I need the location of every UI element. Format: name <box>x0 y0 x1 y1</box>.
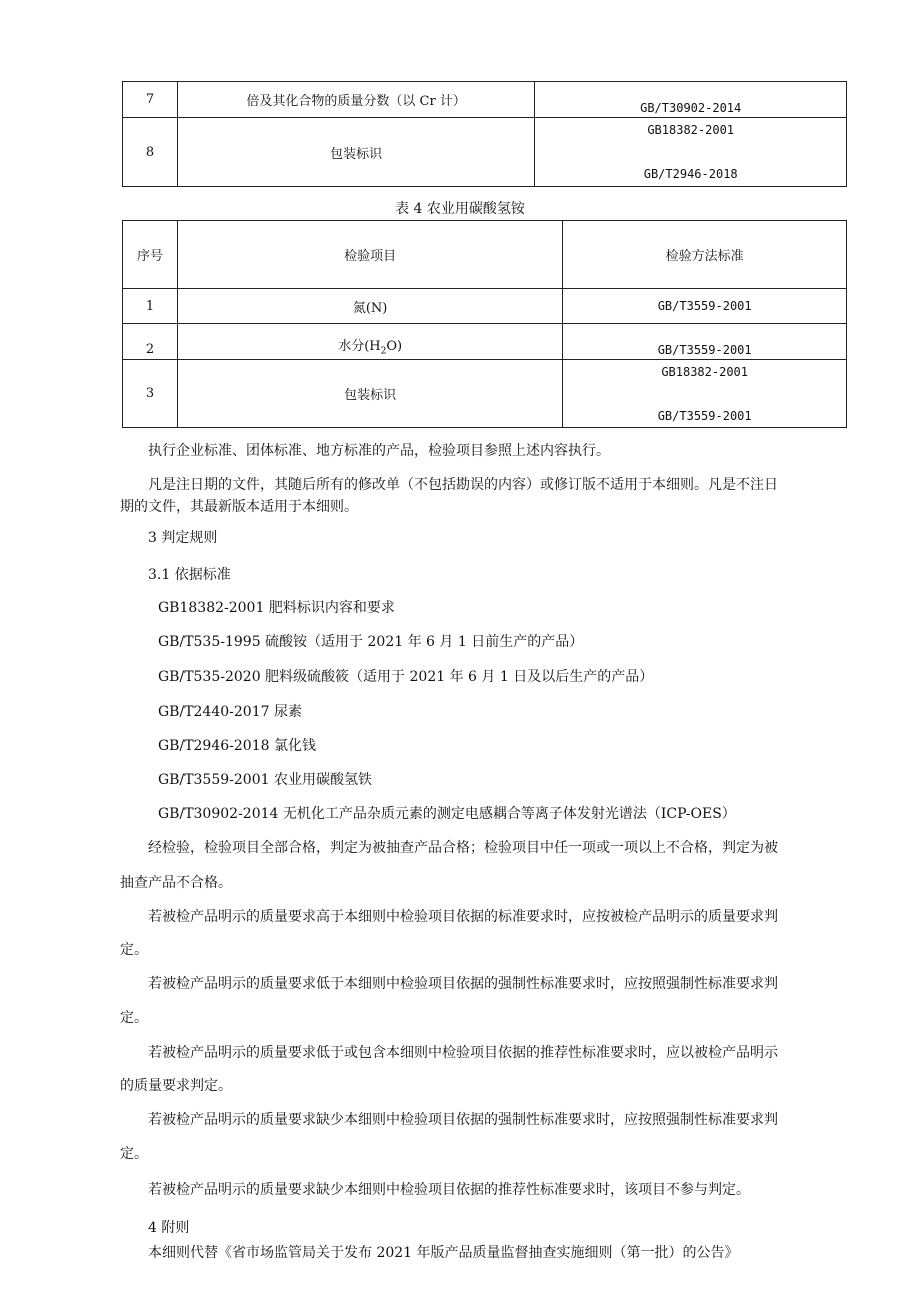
inspection-item: 氮(N) <box>177 289 562 324</box>
paragraph: 定。 <box>120 1010 148 1026</box>
header-number: 序号 <box>123 221 178 289</box>
table-4 <box>122 220 847 428</box>
section-heading: 3 判定规则 <box>148 530 218 546</box>
subscript: 2 <box>380 347 387 357</box>
standard-reference: GB/T30902-2014 无机化工产品杂质元素的测定电感耦合等离子体发射光谱法（ICP-OES） <box>158 806 736 822</box>
standard-reference: GB/T2946-2018 氯化钱 <box>158 738 316 754</box>
item-text: 水分(H <box>338 339 381 355</box>
table-row <box>123 82 847 118</box>
paragraph: 本细则代替《省市场监管局关于发布 2021 年版产品质量监督抽查实施细则（第一批）的公告》 <box>148 1245 739 1261</box>
method-standard: GB/T3559-2001 <box>563 289 847 324</box>
paragraph: 抽查产品不合格。 <box>120 875 232 891</box>
row-number: 7 <box>123 82 178 118</box>
inspection-item: 倍及其化合物的质量分数（以 Cr 计） <box>177 82 534 118</box>
table-header-row <box>123 221 847 289</box>
method-standard: GB18382-2001 <box>661 364 749 379</box>
table-row <box>123 118 847 187</box>
row-number: 8 <box>123 118 178 187</box>
table-3-continued <box>122 81 847 187</box>
method-standard-cell <box>563 360 847 428</box>
standard-reference: GB18382-2001 肥料标识内容和要求 <box>158 600 395 616</box>
item-text: O) <box>386 339 403 355</box>
standard-reference: GB/T2440-2017 尿素 <box>158 704 302 720</box>
paragraph: 经检验，检验项目全部合格，判定为被抽查产品合格；检验项目中任一项或一项以上不合格，判定为被 <box>148 840 778 856</box>
paragraph: 定。 <box>120 1146 148 1162</box>
paragraph: 若被检产品明示的质量要求低于本细则中检验项目依据的强制性标准要求时，应按照强制性标准要求判 <box>148 976 778 992</box>
row-number: 1 <box>123 289 178 324</box>
section-heading: 3.1 依据标准 <box>148 567 231 583</box>
standard-reference: GB/T3559-2001 农业用碳酸氢铁 <box>158 772 372 788</box>
method-standard: GB/T30902-2014 <box>535 82 847 118</box>
paragraph: 若被检产品明示的质量要求低于或包含本细则中检验项目依据的推荐性标准要求时，应以被检产品明示 <box>148 1045 778 1061</box>
paragraph: 执行企业标准、团体标准、地方标准的产品，检验项目参照上述内容执行。 <box>148 443 610 459</box>
paragraph: 若被检产品明示的质量要求缺少本细则中检验项目依据的强制性标准要求时，应按照强制性标准要求判 <box>148 1112 778 1128</box>
method-standard-cell <box>535 118 847 187</box>
paragraph: 若被检产品明示的质量要求缺少本细则中检验项目依据的推荐性标准要求时，该项目不参与判定。 <box>148 1182 750 1198</box>
method-standard: GB/T2946-2018 <box>643 167 738 181</box>
paragraph: 若被检产品明示的质量要求高于本细则中检验项目依据的标准要求时，应按被检产品明示的质量要求判 <box>148 909 778 925</box>
method-standard: GB18382-2001 <box>647 123 735 137</box>
section-heading: 4 附则 <box>148 1220 190 1236</box>
paragraph: 的质量要求判定。 <box>120 1078 232 1094</box>
table-row <box>123 360 847 428</box>
table-row <box>123 324 847 360</box>
row-number: 2 <box>123 324 178 360</box>
table-4-caption: 表 4 农业用碳酸氢铵 <box>395 201 525 217</box>
paragraph: 凡是注日期的文件，其随后所有的修改单（不包括勘误的内容）或修订版不适用于本细则。凡是不注日 <box>148 477 778 493</box>
method-standard: GB/T3559-2001 <box>563 324 847 360</box>
row-number: 3 <box>123 360 178 428</box>
method-standard: GB/T3559-2001 <box>657 408 752 423</box>
header-item: 检验项目 <box>177 221 562 289</box>
table-row <box>123 289 847 324</box>
standard-reference: GB/T535-1995 硫酸铵（适用于 2021 年 6 月 1 日前生产的产品） <box>158 634 584 650</box>
inspection-item: 包装标识 <box>177 360 562 428</box>
inspection-item <box>177 324 562 360</box>
paragraph: 定。 <box>120 942 148 958</box>
header-method: 检验方法标准 <box>563 221 847 289</box>
inspection-item: 包装标识 <box>177 118 534 187</box>
paragraph: 期的文件，其最新版本适用于本细则。 <box>120 499 358 515</box>
standard-reference: GB/T535-2020 肥料级硫酸筱（适用于 2021 年 6 月 1 日及以后生产的产品） <box>158 669 654 685</box>
